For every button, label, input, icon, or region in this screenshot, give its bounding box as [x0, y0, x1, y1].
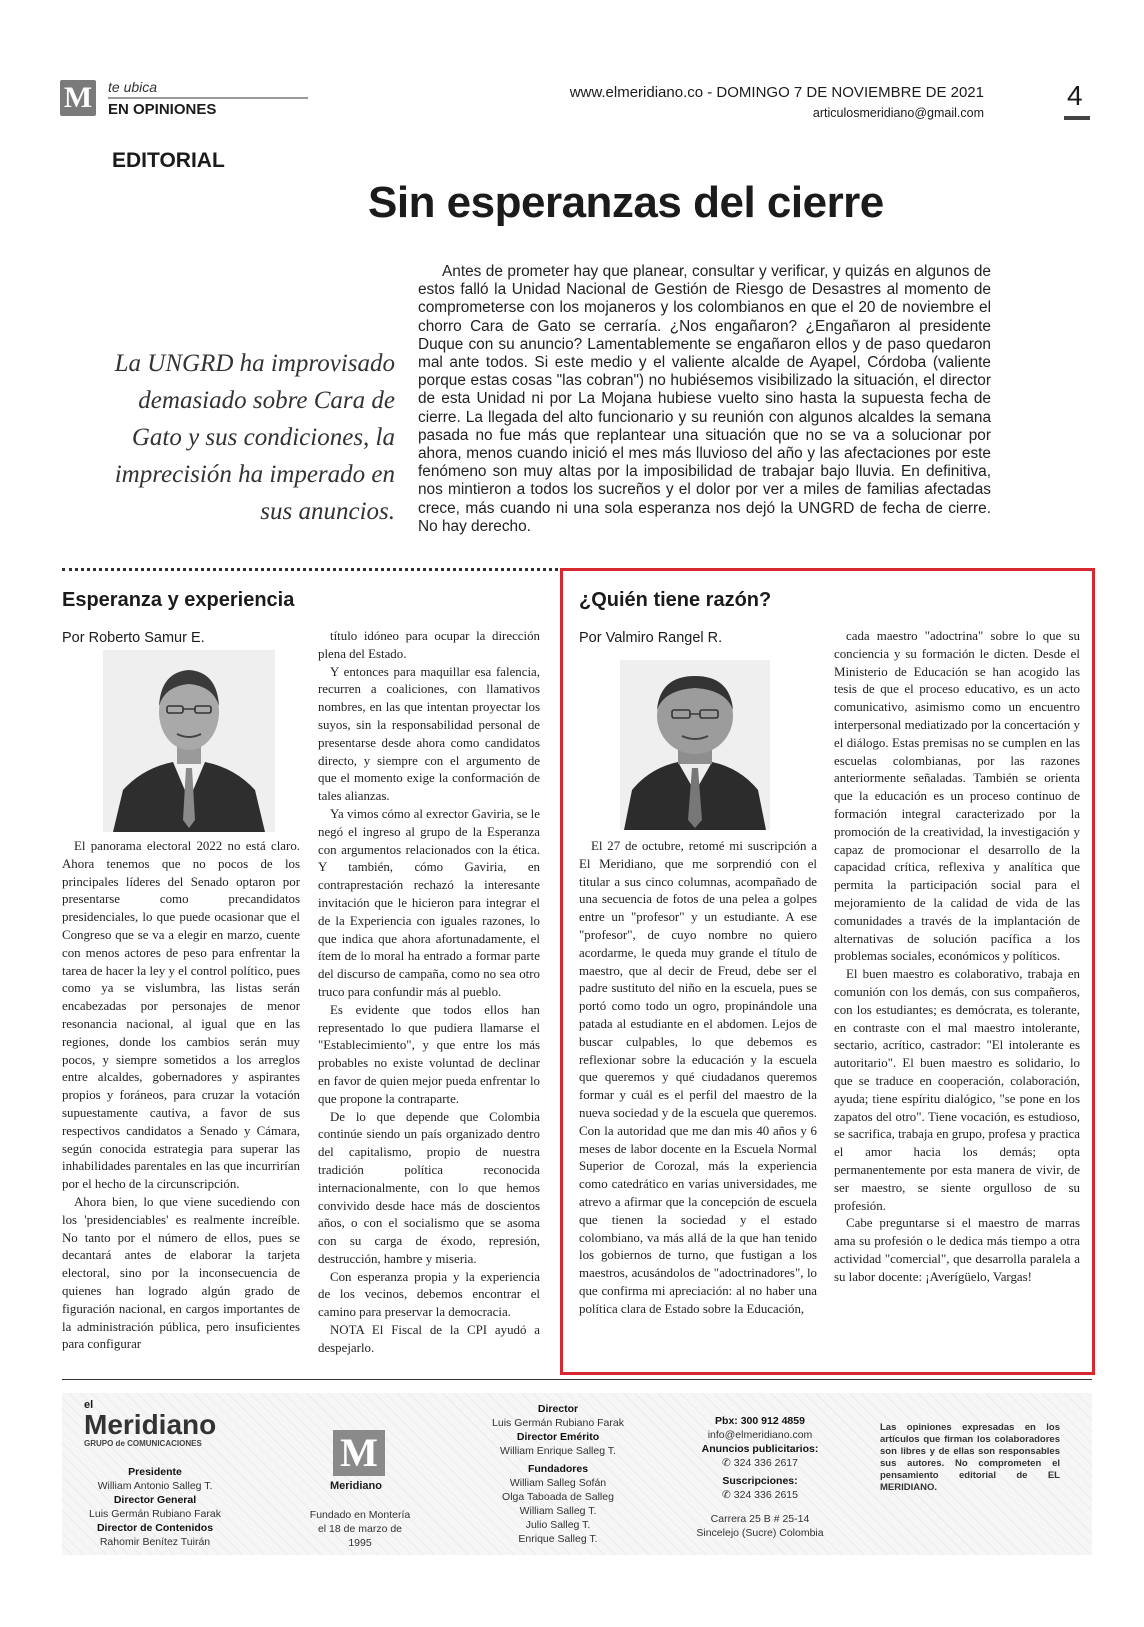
brand-name: Meridiano — [84, 1409, 217, 1440]
paragraph: NOTA El Fiscal de la CPI ayudó a despejarlo. — [318, 1323, 540, 1355]
label: Anuncios publicitarios: — [701, 1443, 819, 1455]
pbx: Pbx: 300 912 4859 — [715, 1415, 805, 1427]
value: William Salleg T. — [519, 1505, 597, 1517]
paragraph: El 27 de octubre, retomé mi suscripción a El Meridiano, que me sorprendió con el titular a sus cinco columnas, acompañado de una secuencia de fotos de una pelea a golpes entre un "profesor" y un estudiante. A ese "profesor", de cuyo nombre no quiero acordarme, le queda muy grande el título de maestro, que al decir de Freud, debe ser el padre sustituto del niño en la escuela, pues se portó como todo un ogro, propinándole una patada al estudiante en el abdomen. Lejos de buscar culpables, lo que debemos es reflexionar sobre la educación y la escuela que queremos y qué ciudadanos queremos formar y cuál es el perfil del maestro de la nueva sociedad y de la escuela que queremos. Con la autoridad que me dan mis 40 años y 6 meses de labor docente en la Escuela Normal Superior de Corozal, más la experiencia como catedrático en varias universidades, me atrevo a afirmar que la concepción de escuela que tienen la sociedad y el estado colombiano, va más allá de la que han tenido los gobiernos de turno, que fustigan a los maestros, acusándolos de "adoctrinadores", lo que confirma mi apreciación: al no haber una política clara de Estado sobre la Educación, — [579, 839, 817, 1316]
label: Presidente — [128, 1466, 182, 1478]
label: Fundadores — [527, 1463, 589, 1475]
value: William Enrique Salleg T. — [500, 1445, 616, 1457]
value: Luis Germán Rubiano Farak — [492, 1417, 624, 1429]
paragraph: título idóneo para ocupar la dirección plena del Estado. — [318, 629, 540, 661]
label: Director de Contenidos — [96, 1522, 214, 1534]
value: William Antonio Salleg T. — [97, 1480, 213, 1492]
footer-disclaimer: Las opiniones expresadas en los artículos que firman los colaboradores son libres y de ellas son responsables sus autores. No comprometen el pensamiento editorial de EL MERIDIANO. — [880, 1422, 1060, 1493]
page-title: Sin esperanzas del cierre — [368, 178, 884, 227]
footer-founded: Fundado en Montería el 18 de marzo de 1995 — [309, 1509, 411, 1549]
paragraph: Ahora bien, lo que viene sucediendo con los 'presidenciables' es realmente increíble. No tanto por el número de ellos, pues se decantará antes de elaborar la tarjeta electoral, sino por la inconsecuencia de quienes han logrado algún grado de figuración nacional, en cargos importantes de la administración pública, pero insuficientes para configurar — [62, 1194, 300, 1352]
label: Director General — [113, 1494, 197, 1506]
page-number-underline — [1064, 116, 1090, 120]
page-number: 4 — [1067, 80, 1083, 111]
paragraph: Y entonces para maquillar esa falencia, recurren a coaliciones, con llamativos nombres, en las que intentan proyectar los suyos, sin la responsabilidad personal de presentarse desde ahora como candidatos directo, y siempre con el argumento de que el momento exige la conformación de tales alianzas. — [318, 664, 540, 804]
footer-executives — [70, 1465, 240, 1549]
footer-directors — [478, 1402, 638, 1546]
footer-logo-mark — [333, 1430, 385, 1476]
label: Director Emérito — [516, 1431, 600, 1443]
whatsapp-icon: ✆ — [722, 1457, 734, 1469]
paragraph: Con esperanza propia y la experiencia de los vecinos, debemos encontrar el camino para preservar la democracia. — [318, 1269, 540, 1320]
pull-quote: La UNGRD ha improvisado demasiado sobre Cara de Gato y sus condiciones, la imprecisión ha imperado en sus anuncios. — [114, 350, 395, 525]
email: info@elmeridiano.com — [707, 1429, 813, 1441]
meridiano-logo — [60, 80, 96, 116]
label: Director — [537, 1403, 579, 1415]
footer-logo-name: Meridiano — [330, 1480, 382, 1492]
value: Rahomir Benítez Tuirán — [99, 1536, 211, 1548]
header-url-date: www.elmeridiano.co - DOMINGO 7 DE NOVIEMBRE DE 2021 — [569, 84, 984, 101]
phone: 324 336 2615 — [733, 1489, 798, 1501]
article-right-col1 — [579, 838, 817, 1326]
article-title-right: ¿Quién tiene razón? — [579, 589, 772, 611]
brand-el: el — [84, 1399, 94, 1411]
article-right-col2 — [834, 628, 1080, 1338]
value: Olga Taboada de Salleg — [502, 1491, 614, 1503]
tagline: te ubica — [108, 79, 158, 95]
value: Julio Salleg T. — [525, 1519, 591, 1531]
brand-subtitle: GRUPO de COMUNICACIONES — [84, 1439, 202, 1448]
paragraph: Ya vimos cómo al exrector Gaviria, se le negó el ingreso al grupo de la Esperanza con argumentos relacionados con la ética. Y también, cómo Gaviria, en contraprestación rechazó la interesante invitación que le hicieron para integrar el de la Experiencia con iguales razones, lo que indica que ahora afortunadamente, el ítem de lo moral ha entrado a formar parte del discurso de campaña, como no sea otro truco para confundir más al pueblo. — [318, 806, 540, 999]
phone: 324 336 2617 — [733, 1457, 798, 1469]
paragraph: El buen maestro es colaborativo, trabaja en comunión con los demás, con sus compañeros, con los estudiantes; es demócrata, es tolerante, en contraste con el mal maestro intolerante, sectario, acrítico, castrador: "El intolerante es autoritario". El buen maestro es solidario, lo que se traduce en cooperación, colaboración, ayuda; tiene espíritu dialógico, "se pone en los zapatos del otro". Tiene vocación, es estudioso, se sacrifica, trabaja en grupo, profesa y practica el amor hacia los demás; opta permanentemente por esta manera de vivir, de ser maestro, se siente orgulloso de su profesión. — [834, 967, 1080, 1213]
value: William Salleg Sofán — [509, 1477, 607, 1489]
footer-brand — [84, 1399, 216, 1448]
byline-right: Por Valmiro Rangel R. — [579, 630, 723, 646]
section-rule — [108, 97, 308, 99]
author-photo-rangel — [620, 660, 770, 830]
label: Suscripciones: — [722, 1475, 798, 1487]
logo-letter: M — [340, 1430, 378, 1475]
logo-letter: M — [63, 81, 93, 114]
city: Sincelejo (Sucre) Colombia — [696, 1527, 824, 1539]
address: Carrera 25 B # 25-14 — [710, 1513, 810, 1525]
paragraph: El panorama electoral 2022 no está claro. Ahora tenemos que no pocos de los principales líderes del Senado optaron por presentarse como precandidatos presidenciales, lo que puede ocasionar que el Congreso que se va a elegir en marzo, cuente con menos actores de peso para enfrentar la tarea de hacer la ley y el control político, pues como ya se vislumbra, las listas serán encabezadas por personajes de menor resonancia nacional, al igual que en las regiones, donde los cambios serán muy pocos, y siempre sometidos a los arreglos entre alcaldes, gobernadores y aspirantes propios y foráneos, para cruzar la votación supuestamente cautiva, a favor de sus respectivos candidatos a Senado y Cámara, según conocida estrategia para superar las inhabilidades parentales en las que incurrirían por el hecho de la circunscripción. — [62, 839, 300, 1192]
footer-divider — [62, 1379, 1092, 1380]
article-left-col2 — [318, 628, 540, 1355]
header-email: articulosmeridiano@gmail.com — [812, 106, 984, 120]
paragraph: Cabe preguntarse si el maestro de marras ama su profesión o le dedica más tiempo a otra actividad "comercial", que desarrolla paralela a su labor docente: ¡Averígüelo, Vargas! — [834, 1216, 1080, 1284]
footer-contact — [680, 1414, 840, 1540]
paragraph: De lo que depende que Colombia continúe siendo un país organizado dentro del capitalismo, propio de nuestra tradición política reconocida internacionalmente, con lo que hemos convivido desde hace más de doscientos años, o con el socialismo que se asoma con su carga de éxodo, represión, destrucción, hambre y miseria. — [318, 1109, 540, 1266]
article-left-col1 — [62, 838, 300, 1352]
byline-left: Por Roberto Samur E. — [62, 630, 205, 646]
editorial-body: Antes de prometer hay que planear, consultar y verificar, y quizás en algunos de estos falló la Unidad Nacional de Gestión de Riesgo de Desastres al momento de comprometerse con los mojaneros y los colombianos en que el 20 de noviembre el chorro Cara de Gato se cerraría. ¿Nos engañaron? ¿Engañaron al presidente Duque con su anuncio? Lamentablemente se engañaron ellos y de paso quedaron mal ante todos. Si este medio y el valiente alcalde de Ayapel, Córdoba (valiente porque estas cosas "las cobran") no hubiésemos visibilizado la situación, el director de esta Unidad ni por La Mojana hubiese vuelto sino hasta la supuesta fecha de cierre. La llegada del alto funcionario y su reunión con algunos alcaldes la semana pasada no fue más que replantear una situación que no se va a solucionar por ahora, menos cuando inició el mes más lluvioso del año y las afectaciones por este fenómeno son muy altas por la imposibilidad de trabajar bajo lluvia. En definitiva, nos mintieron a todos los sucreños y el dolor por ver a miles de familias afectadas crece, más cuando ni una sola esperanza nos dejó la UNGRD de fecha de cierre. No hay derecho. — [418, 263, 991, 535]
paragraph: cada maestro "adoctrina" sobre lo que su conciencia y su formación le dicten. Desde el Ministerio de Educación se han acogido las tesis de que el proceso educativo, es un acto comunicativo, asimismo como un encuentro interpersonal mediatizado por la concertación y el diálogo. Estas premisas no se cumplen en las escuelas colombianas, por las razones anteriormente señaladas. También se orienta que la educación es un proceso continuo de formación integral caracterizado por la promoción de la creatividad, la investigación y capaz de promocionar el desarrollo de la capacidad crítica, reflexiva y analítica que permita la participación social para el mejoramiento de la calidad de vida de las comunidades a través de la implantación de alternativas de solución pacífica a los problemas sociales, económicos y políticos. — [834, 629, 1080, 964]
author-photo-samur — [103, 650, 275, 832]
value: Luis Germán Rubiano Farak — [89, 1508, 221, 1520]
section-label: EN OPINIONES — [108, 101, 217, 118]
article-title-left: Esperanza y experiencia — [62, 589, 295, 611]
paragraph: Es evidente que todos ellos han representado lo que pudiera llamarse el "Establecimiento", y que entre los más probables no existe voluntad de declinar en favor de quien mejor pueda enfrentar lo que propone la contraparte. — [318, 1002, 540, 1106]
editorial-label: EDITORIAL — [112, 149, 225, 172]
value: Enrique Salleg T. — [518, 1533, 598, 1545]
whatsapp-icon: ✆ — [722, 1489, 734, 1501]
